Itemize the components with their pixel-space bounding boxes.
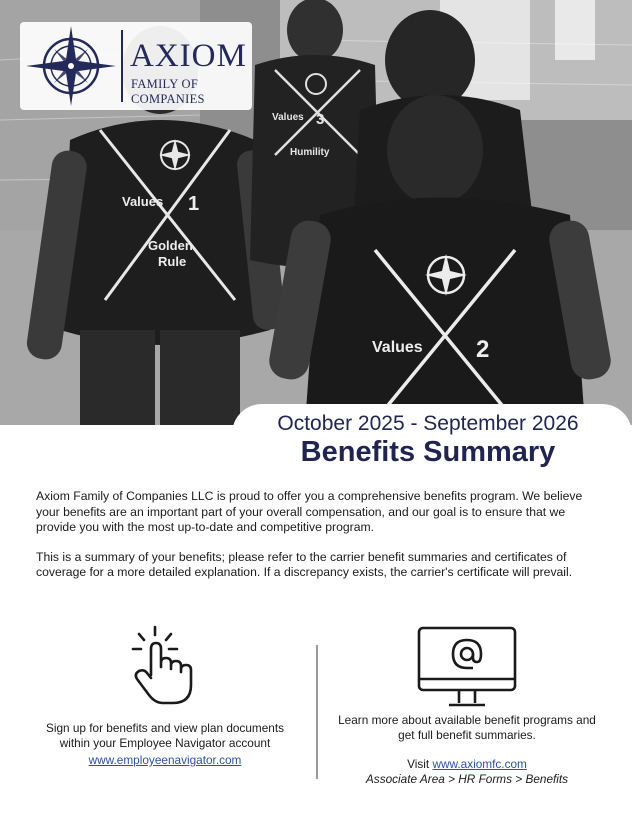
pointer-hand-icon — [125, 625, 205, 707]
shirt-middle-word: Values — [272, 112, 304, 123]
visit-prefix: Visit — [407, 757, 433, 771]
logo-tagline: FAMILY OF COMPANIES — [131, 77, 205, 106]
logo-divider — [121, 30, 123, 102]
intro-paragraph-1: Axiom Family of Companies LLC is proud to offer you a comprehensive benefits program. We believe your benefits are an important part of your overall compensation, and our goal is to ensure that we provide you with the most up-to-date and competitive program. — [36, 489, 583, 534]
intro-section — [36, 489, 598, 581]
monitor-at-icon — [415, 625, 519, 709]
shirt-middle-line1: Humility — [290, 147, 330, 158]
axiom-website-section — [332, 625, 602, 787]
employee-navigator-link[interactable]: www.employeenavigator.com — [88, 753, 242, 767]
company-logo — [20, 22, 252, 110]
shirt-left-word: Values — [122, 194, 164, 209]
page-title: Benefits Summary — [300, 436, 556, 468]
visit-line — [332, 757, 602, 772]
logo-brand: AXIOM — [130, 38, 247, 74]
compass-star-icon — [24, 24, 118, 108]
shirt-middle-number: 3 — [316, 111, 325, 128]
navigator-description: Sign up for benefits and view plan documents within your Employee Navigator account — [45, 721, 285, 750]
plan-year-dates: October 2025 - September 2026 — [277, 412, 579, 435]
axiom-website-link[interactable]: www.axiomfc.com — [432, 757, 527, 771]
shirt-left-line2: Rule — [158, 254, 187, 269]
title-banner — [232, 404, 632, 484]
website-description: Learn more about available benefit programs and get full benefit summaries. — [338, 713, 596, 742]
column-divider — [316, 645, 318, 779]
employee-navigator-section — [30, 625, 300, 769]
shirt-left-line1: Golden — [148, 238, 193, 253]
intro-paragraph-2: This is a summary of your benefits; please refer to the carrier benefit summaries and certificates of coverage for a more detailed explanation. If a discrepancy exists, the carrier's certificate will prevail. — [36, 549, 573, 579]
navigation-path: Associate Area > HR Forms > Benefits — [365, 772, 569, 786]
shirt-right-word: Values — [372, 339, 423, 356]
shirt-left-number: 1 — [188, 193, 200, 215]
shirt-right-number: 2 — [476, 336, 490, 363]
